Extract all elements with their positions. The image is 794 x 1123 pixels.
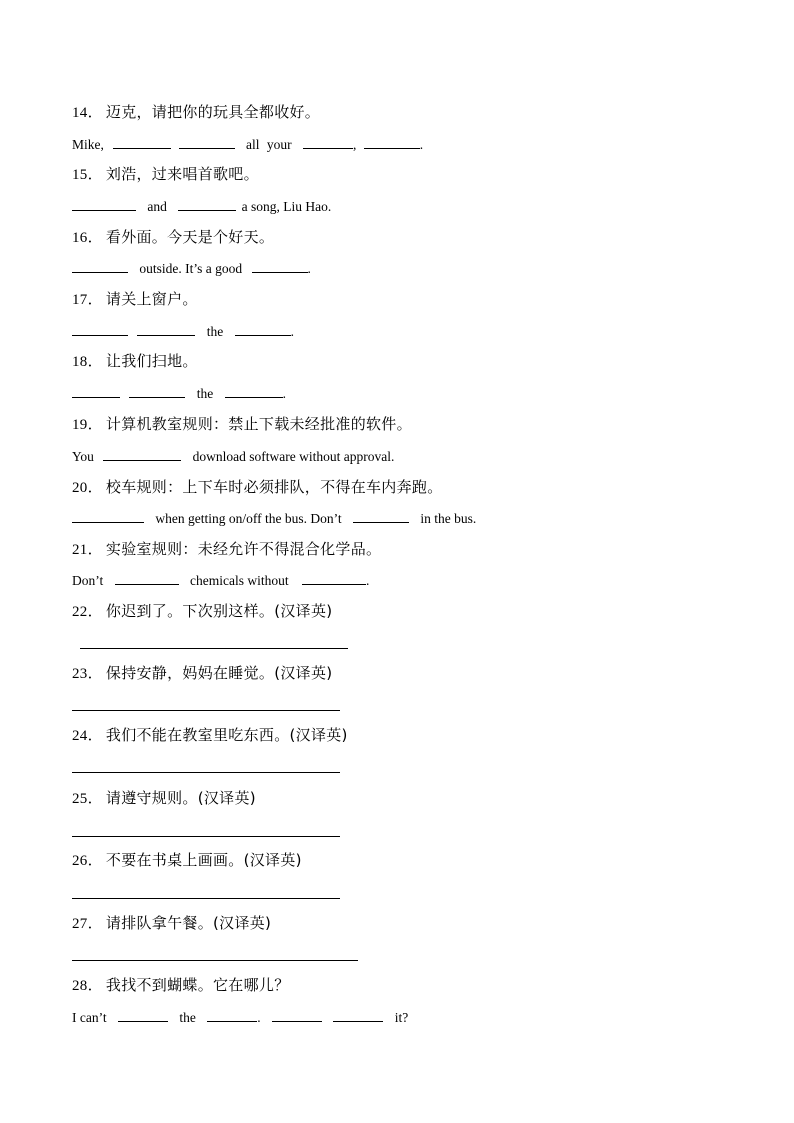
question-number: 18． [72,354,103,370]
question-16 [72,226,274,247]
answer-word: Mike, [72,137,104,152]
question-number: 27． [72,916,103,932]
question-14 [72,101,320,122]
answer-word: I can’t [72,1010,107,1025]
answer-word: a song, Liu Hao. [241,199,332,214]
question-number: 14． [72,105,103,121]
answer-line-28 [72,1009,410,1026]
answer-blank[interactable] [272,1009,322,1022]
answer-word: the [206,324,224,339]
answer-word: download software without approval. [192,449,395,464]
answer-line-15 [72,198,333,215]
question-17 [72,288,198,309]
question-number: 22． [72,604,103,620]
answer-punct: . [366,573,370,588]
question-23 [72,662,332,683]
answer-line-19 [72,448,396,465]
answer-word: your [266,137,292,152]
question-26 [72,849,302,870]
answer-word: You [72,449,94,464]
answer-word: when getting on/off the bus. Don’t [155,511,342,526]
answer-line-18 [72,385,286,402]
question-text: 请关上窗户。 [105,290,198,308]
question-text: 让我们扫地。 [105,352,198,370]
question-text: 保持安静，妈妈在睡觉。(汉译英) [105,664,333,682]
answer-blank[interactable] [252,260,308,273]
answer-blank[interactable] [178,198,236,211]
answer-punct: . [257,1010,261,1025]
answer-line-24[interactable] [72,772,340,773]
answer-punct: . [419,137,424,152]
answer-blank[interactable] [129,385,185,398]
answer-word: all [246,137,260,152]
answer-word: the [196,386,214,401]
question-text: 你迟到了。下次别这样。(汉译英) [105,602,333,620]
question-text: 刘浩，过来唱首歌吧。 [105,165,259,183]
answer-line-21 [72,572,369,589]
answer-blank[interactable] [115,572,179,585]
question-text: 不要在书桌上画画。(汉译英) [105,851,302,869]
answer-word: Don’t [72,573,104,588]
question-text: 校车规则：上下车时必须排队，不得在车内奔跑。 [105,478,443,496]
answer-line-16 [72,260,311,277]
question-text: 我找不到蝴蝶。它在哪儿？ [105,976,290,994]
question-number: 23． [72,666,103,682]
question-text: 我们不能在教室里吃东西。(汉译英) [105,726,348,744]
answer-blank[interactable] [353,510,409,523]
question-18 [72,350,198,371]
answer-blank[interactable] [235,323,291,336]
answer-blank[interactable] [103,448,181,461]
question-28 [72,974,290,995]
answer-line-25[interactable] [72,836,340,837]
answer-word: it? [394,1010,409,1025]
answer-blank[interactable] [303,136,353,149]
question-22 [72,600,332,621]
question-text: 请排队拿午餐。(汉译英) [105,914,272,932]
answer-word: chemicals without [190,573,289,588]
answer-line-22[interactable] [80,648,348,649]
answer-blank[interactable] [225,385,283,398]
question-text: 实验室规则：未经允许不得混合化学品。 [105,540,382,558]
answer-blank[interactable] [72,510,144,523]
answer-word: and [147,199,167,214]
question-number: 26． [72,853,103,869]
answer-line-23[interactable] [72,710,340,711]
answer-blank[interactable] [72,260,128,273]
answer-word: in the bus. [420,511,477,526]
answer-blank[interactable] [118,1009,168,1022]
question-27 [72,912,271,933]
answer-punct: . [290,324,294,339]
answer-punct: . [282,386,286,401]
question-number: 28． [72,978,103,994]
answer-blank[interactable] [364,136,420,149]
answer-line-20 [72,510,478,527]
question-number: 17． [72,292,103,308]
answer-blank[interactable] [302,572,366,585]
answer-blank[interactable] [72,198,136,211]
question-text: 看外面。今天是个好天。 [105,228,275,246]
answer-blank[interactable] [72,323,128,336]
answer-line-26[interactable] [72,898,340,899]
question-21 [72,538,381,559]
question-text: 计算机教室规则：禁止下载未经批准的软件。 [105,415,412,433]
answer-blank[interactable] [72,385,120,398]
answer-line-14 [72,136,423,153]
question-number: 24． [72,728,103,744]
answer-blank[interactable] [333,1009,383,1022]
question-25 [72,787,256,808]
question-24 [72,724,348,745]
question-number: 25． [72,791,103,807]
answer-punct: . [307,261,311,276]
answer-blank[interactable] [113,136,171,149]
answer-word: outside. It’s a good [139,261,243,276]
answer-blank[interactable] [207,1009,257,1022]
question-19 [72,413,412,434]
question-20 [72,476,443,497]
answer-punct: , [353,137,357,152]
question-15 [72,163,259,184]
answer-line-27[interactable] [72,960,358,961]
answer-blank[interactable] [137,323,195,336]
answer-word: the [179,1010,196,1025]
question-number: 16． [72,230,103,246]
question-number: 19． [72,417,103,433]
answer-blank[interactable] [179,136,235,149]
question-number: 21． [72,542,103,558]
question-number: 15． [72,167,103,183]
question-text: 迈克，请把你的玩具全都收好。 [105,103,321,121]
question-text: 请遵守规则。(汉译英) [105,789,256,807]
answer-line-17 [72,323,294,340]
question-number: 20． [72,480,103,496]
